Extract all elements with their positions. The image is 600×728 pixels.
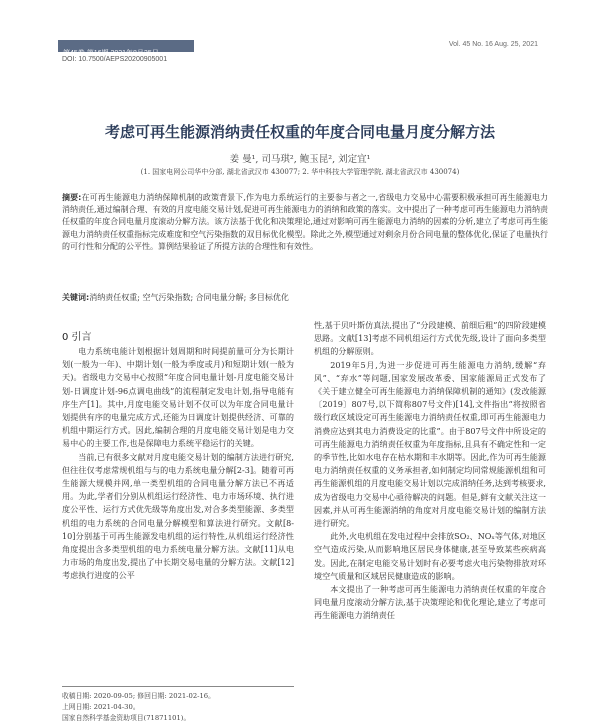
abstract-block	[62, 192, 548, 253]
authors-line: 姜 曼¹, 司马琪², 鲍玉昆², 刘定宜¹	[229, 154, 371, 165]
section-heading: 0 引言	[62, 332, 92, 343]
paragraph: 本文提出了一种考虑可再生能源电力消纳责任权重的年度合同电量月度滚动分解方法,基于决策理论和优化理论,建立了考虑可再生能源电力消纳责任	[314, 584, 546, 621]
paragraph: 2019年5月,为进一步促进可再生能源电力消纳,缓解“弃风”、“弃水”等问题,国家发展改革委、国家能源局正式发布了《关于建立健全可再生能源电力消纳保障机制的通知》(发改能源〔2019〕807号,以下简称807号文件)[14],文件指出“将按照省级行政区域设定可再生能源电力消纳责任权重,即可再生能源电力消费应达到其电力消费设定的比重”。由于807号文件中所设定的可再生能源电力消纳责任权重为年度指标,且具有不确定性和一定的季节性,比如水电存在枯水期和丰水期等。因此,作为可再生能源电力消纳责任权重的义务承担者,如何制定均同常规能源机组和可再生能源机组的月度电能交易计划以完成消纳任务,达到考核要求,成为省级电力交易中心亟待解决的问题。但是,鲜有文献关注这一因素,并从可再生能源消纳的角度对月度电能交易计划的编制方法进行研究。	[314, 359, 546, 529]
footnote-divider	[62, 686, 294, 687]
paper-title: 考虑可再生能源消纳责任权重的年度合同电量月度分解方法	[104, 123, 495, 141]
paragraph: 电力系统电能计划根据计划周期和时间提前量可分为长期计划(一般为一年)、中期计划(一般为季度或月)和短期计划(一般为天)。省级电力交易中心按照“年度合同电量计划-月度电能交易计划-日调度计划-96点调电曲线”的流程制定发电计划,指导电能有序生产[1]。其中,月度电能交易计划不仅可以为年度合同电量计划提供有序的电量完成方式,还能为日调度计划提供经济、可靠的机组中期运行方式。因此,编制合理的月度电能交易计划是电力交易中心的主要工作,也是保障电力系统平稳运行的关键。	[62, 346, 294, 449]
paragraph: 当前,已有很多文献对月度电能交易计划的编制方法进行研究,但往往仅考虑常规机组与与的电力系统电量分解[2-3]。随着可再生能源大规模并网,单一类型机组的合同电量分解方法已不再适用。为此,学者们分别从机组运行经济性、电力市场环境、执行进度公平性、运行方式优先级等角度出发,对合多类型能源、多类型机组的电力系统的合同电量分解模型和算法进行研究。文献[8-10]分别基于可再生能源发电机组的运行特性,从机组运行经济性角度提出含多类型机组的电力系统电量分解方法。文献[11]从电力市场的角度出发,提出了中长期交易电量的分解方法。文献[12]考虑执行进度的公平	[62, 451, 294, 581]
footnote-funding: 国家自然科学基金资助项目(71871101)。	[62, 714, 191, 722]
footnote-online: 上网日期: 2021-04-30。	[62, 703, 140, 711]
left-column	[62, 345, 294, 583]
doi-line: DOI: 10.7500/AEPS20200905001	[62, 56, 168, 63]
affiliations-line: (1. 国家电网公司华中分部, 湖北省武汉市 430077; 2. 华中科技大学管理学院, 湖北省武汉市 430074)	[140, 168, 460, 176]
abstract-text: 在可再生能源电力消纳保障机制的政策背景下,作为电力系统运行的主要参与者之一,省级电力交易中心需要积极承担可再生能源电力消纳责任,通过编制合理、有效的月度电能交易计划,促进可再生能源电力的消纳和政策的落实。文中提出了一种考虑可再生能源电力消纳责任权重的年度合同电量月度滚动分解方法。该方法基于优化和决策理论,通过对影响可再生能源电力消纳的因素的分析,建立了考虑可再生能源电力消纳责任权重指标完成难度和空气污染指数的双目标优化模型。除此之外,模型通过对剩余月份合同电量的整体优化,保证了电量执行的可行性和分配的公平性。算例结果验证了所提方法的合理性和有效性。	[62, 193, 548, 251]
keywords-label: 关键词:	[62, 293, 90, 302]
journal-issue-bar	[58, 40, 194, 57]
volume-info: 第45卷 第16期 2021年8月25日	[63, 50, 159, 57]
footnote-received: 收稿日期: 2020-09-05; 修回日期: 2021-02-16。	[62, 692, 215, 700]
keywords-block	[62, 292, 548, 303]
abstract-label: 摘要:	[62, 193, 82, 202]
journal-issue-english: Vol. 45 No. 16 Aug. 25, 2021	[448, 41, 538, 48]
right-column	[314, 319, 546, 623]
paragraph: 此外,火电机组在发电过程中会排放SO₂、NOₓ等气体,对地区空气造成污染,从而影响地区居民身体健康,甚至导致某些疾病高发。因此,在制定电能交易计划时有必要考虑火电污染物排放对环境空气质量和区域居民健康造成的影响。	[314, 531, 546, 581]
keywords-text: 消纳责任权重; 空气污染指数; 合同电量分解; 多目标优化	[89, 293, 289, 302]
paragraph: 性,基于贝叶斯仿真法,提出了“分段建模、前细后粗”的四阶段建模思路。文献[13]考虑不同机组运行方式优先级,设计了面向多类型机组的分解原则。	[314, 320, 546, 357]
